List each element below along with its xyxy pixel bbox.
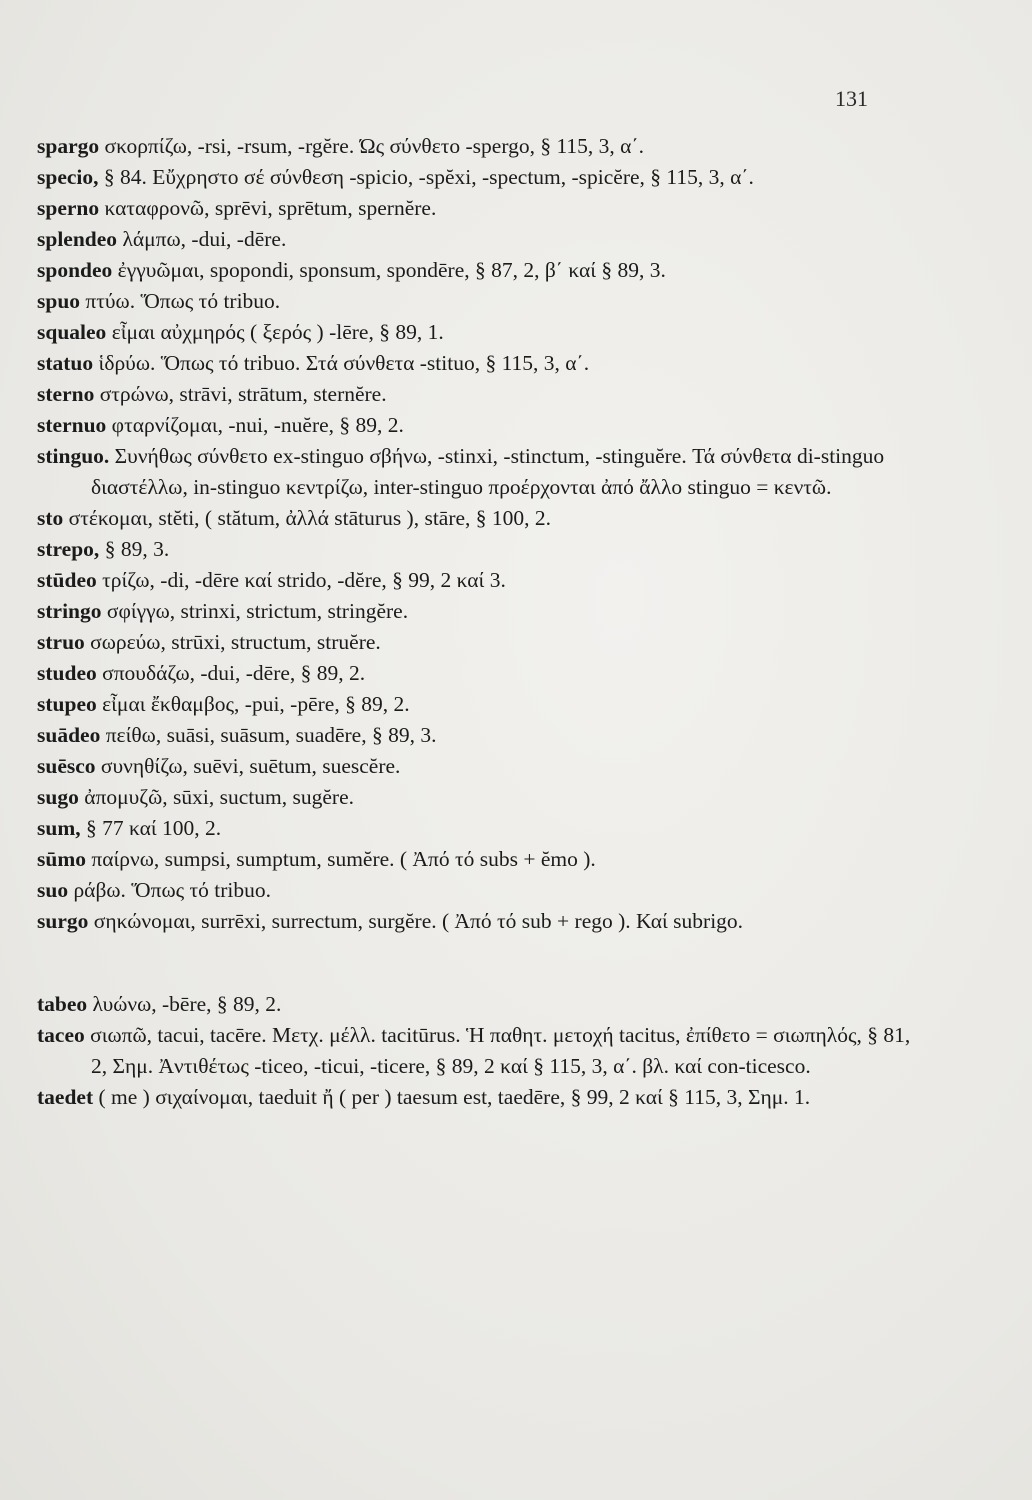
entry-headword: squaleo xyxy=(37,320,107,344)
entry-definition: στέκομαι, stĕti, ( stătum, ἀλλά stāturus ), stāre, § 100, 2. xyxy=(68,506,552,530)
entry-headword: suādeo xyxy=(37,723,101,747)
entry-headword: sum, xyxy=(37,816,81,840)
entry-headword: stringo xyxy=(37,599,102,623)
entry-headword: studeo xyxy=(37,661,97,685)
entry-definition: σκορπίζω, -rsi, -rsum, -rgĕre. Ώς σύνθετο -spergo, § 115, 3, α΄. xyxy=(104,134,644,158)
entry-definition: § 77 καί 100, 2. xyxy=(85,816,222,840)
entry-definition: σφίγγω, strinxi, strictum, stringĕre. xyxy=(106,599,409,623)
entry-definition: ἐγγυῶμαι, spopondi, sponsum, spondēre, § 87, 2, β΄ καί § 89, 3. xyxy=(117,258,666,282)
entry-headword: sto xyxy=(37,506,64,530)
entry-definition: ( me ) σιχαίνομαι, taeduit ἤ ( per ) taesum est, taedēre, § 99, 2 καί § 115, 3, Σημ. 1. xyxy=(98,1085,811,1109)
entry-surgo xyxy=(37,906,917,937)
page-number: 131 xyxy=(835,86,868,111)
entry-tabeo xyxy=(37,989,917,1020)
entry-studeo xyxy=(37,658,917,689)
entry-definition: τρίζω, -di, -dēre καί strido, -dĕre, § 99, 2 καί 3. xyxy=(102,568,506,592)
entry-list xyxy=(37,131,917,1113)
entry-taedet xyxy=(37,1082,917,1113)
entry-sugo xyxy=(37,782,917,813)
entry-definition: σιωπῶ, tacui, tacēre. Μετχ. μέλλ. tacitūrus. Ἡ παθητ. μετοχή tacitus, ἐπίθετο = σιωπηλός, § 81, 2, Σημ. Ἀντιθέτως -ticeo, -ticui, -ticere, § 89, 2 καί § 115, 3, α΄. βλ. καί con-ticesco. xyxy=(90,1023,911,1078)
entry-splendeo xyxy=(37,224,917,255)
entry-headword: spondeo xyxy=(37,258,113,282)
entry-definition: εἶμαι ἔκθαμβος, -pui, -pēre, § 89, 2. xyxy=(102,692,410,716)
entry-definition: εἶμαι αὐχμηρός ( ξερός ) -lēre, § 89, 1. xyxy=(111,320,444,344)
entry-sternuo xyxy=(37,410,917,441)
entry-headword: statuo xyxy=(37,351,94,375)
entry-suesco xyxy=(37,751,917,782)
entry-definition: λυώνω, -bēre, § 89, 2. xyxy=(92,992,282,1016)
entry-definition: λάμπω, -dui, -dēre. xyxy=(122,227,287,251)
entry-taceo xyxy=(37,1020,917,1082)
entry-stupeo xyxy=(37,689,917,720)
entry-stringo xyxy=(37,596,917,627)
entry-definition: σπουδάζω, -dui, -dēre, § 89, 2. xyxy=(102,661,366,685)
entry-suadeo xyxy=(37,720,917,751)
entry-headword: strepo, xyxy=(37,537,100,561)
entry-sum xyxy=(37,813,917,844)
entry-headword: struo xyxy=(37,630,85,654)
entry-headword: sūmo xyxy=(37,847,86,871)
entry-definition: ράβω. Ὅπως τό tribuo. xyxy=(73,878,271,902)
entry-spargo xyxy=(37,131,917,162)
entry-definition: φταρνίζομαι, -nui, -nuĕre, § 89, 2. xyxy=(111,413,404,437)
entry-headword: taedet xyxy=(37,1085,94,1109)
entry-statuo xyxy=(37,348,917,379)
entry-headword: stūdeo xyxy=(37,568,97,592)
section-gap xyxy=(37,937,917,989)
entry-definition: § 84. Εὔχρηστο σέ σύνθεση -spicio, -spĕxi, -spectum, -spicĕre, § 115, 3, α΄. xyxy=(103,165,754,189)
entry-headword: taceo xyxy=(37,1023,85,1047)
entry-definition: Συνήθως σύνθετο ex-stinguo σβήνω, -stinxi, -stinctum, -stinguĕre. Τά σύνθετα di-stinguo διαστέλλω, in-stinguo κεντρίζω, inter-stinguo προέρχονται ἀπό ἄλλο stinguo = κεντῶ. xyxy=(91,444,885,499)
entry-strepo xyxy=(37,534,917,565)
entry-squaleo xyxy=(37,317,917,348)
entry-definition: συνηθίζω, suēvi, suētum, suescĕre. xyxy=(100,754,401,778)
entry-definition: § 89, 3. xyxy=(104,537,170,561)
entry-headword: spuo xyxy=(37,289,81,313)
entry-definition: σηκώνομαι, surrēxi, surrectum, surgĕre. ( Ἀπό τό sub + rego ). Καί subrigo. xyxy=(93,909,744,933)
entry-headword: sperno xyxy=(37,196,100,220)
entry-definition: πτύω. Ὅπως τό tribuo. xyxy=(85,289,281,313)
entry-definition: σωρεύω, strūxi, structum, struĕre. xyxy=(90,630,381,654)
entry-studeo-strido xyxy=(37,565,917,596)
entry-definition: παίρνω, sumpsi, sumptum, sumĕre. ( Ἀπό τό subs + ĕmo ). xyxy=(91,847,596,871)
entry-struo xyxy=(37,627,917,658)
entry-headword: specio, xyxy=(37,165,99,189)
entry-definition: καταφρονῶ, sprēvi, sprētum, spernĕre. xyxy=(104,196,437,220)
entry-headword: sternuo xyxy=(37,413,107,437)
entry-headword: stupeo xyxy=(37,692,97,716)
entry-headword: stinguo. xyxy=(37,444,110,468)
entry-specio xyxy=(37,162,917,193)
entry-headword: tabeo xyxy=(37,992,88,1016)
entry-headword: sterno xyxy=(37,382,95,406)
entry-headword: splendeo xyxy=(37,227,118,251)
entry-sperno xyxy=(37,193,917,224)
entry-stinguo xyxy=(37,441,917,503)
entry-definition: ἱδρύω. Ὅπως τό tribuo. Στά σύνθετα -stituo, § 115, 3, α΄. xyxy=(98,351,590,375)
entry-spuo xyxy=(37,286,917,317)
entry-headword: surgo xyxy=(37,909,89,933)
entry-headword: spargo xyxy=(37,134,100,158)
entry-suo xyxy=(37,875,917,906)
entry-sto xyxy=(37,503,917,534)
entry-headword: sugo xyxy=(37,785,79,809)
entry-headword: suēsco xyxy=(37,754,96,778)
entry-definition: πείθω, suāsi, suāsum, suadēre, § 89, 3. xyxy=(105,723,437,747)
entry-spondeo xyxy=(37,255,917,286)
entry-sterno xyxy=(37,379,917,410)
entry-definition: ἀπομυζῶ, sūxi, suctum, sugĕre. xyxy=(84,785,354,809)
entry-headword: suo xyxy=(37,878,69,902)
entry-definition: στρώνω, strāvi, strātum, sternĕre. xyxy=(99,382,387,406)
entry-sumo xyxy=(37,844,917,875)
